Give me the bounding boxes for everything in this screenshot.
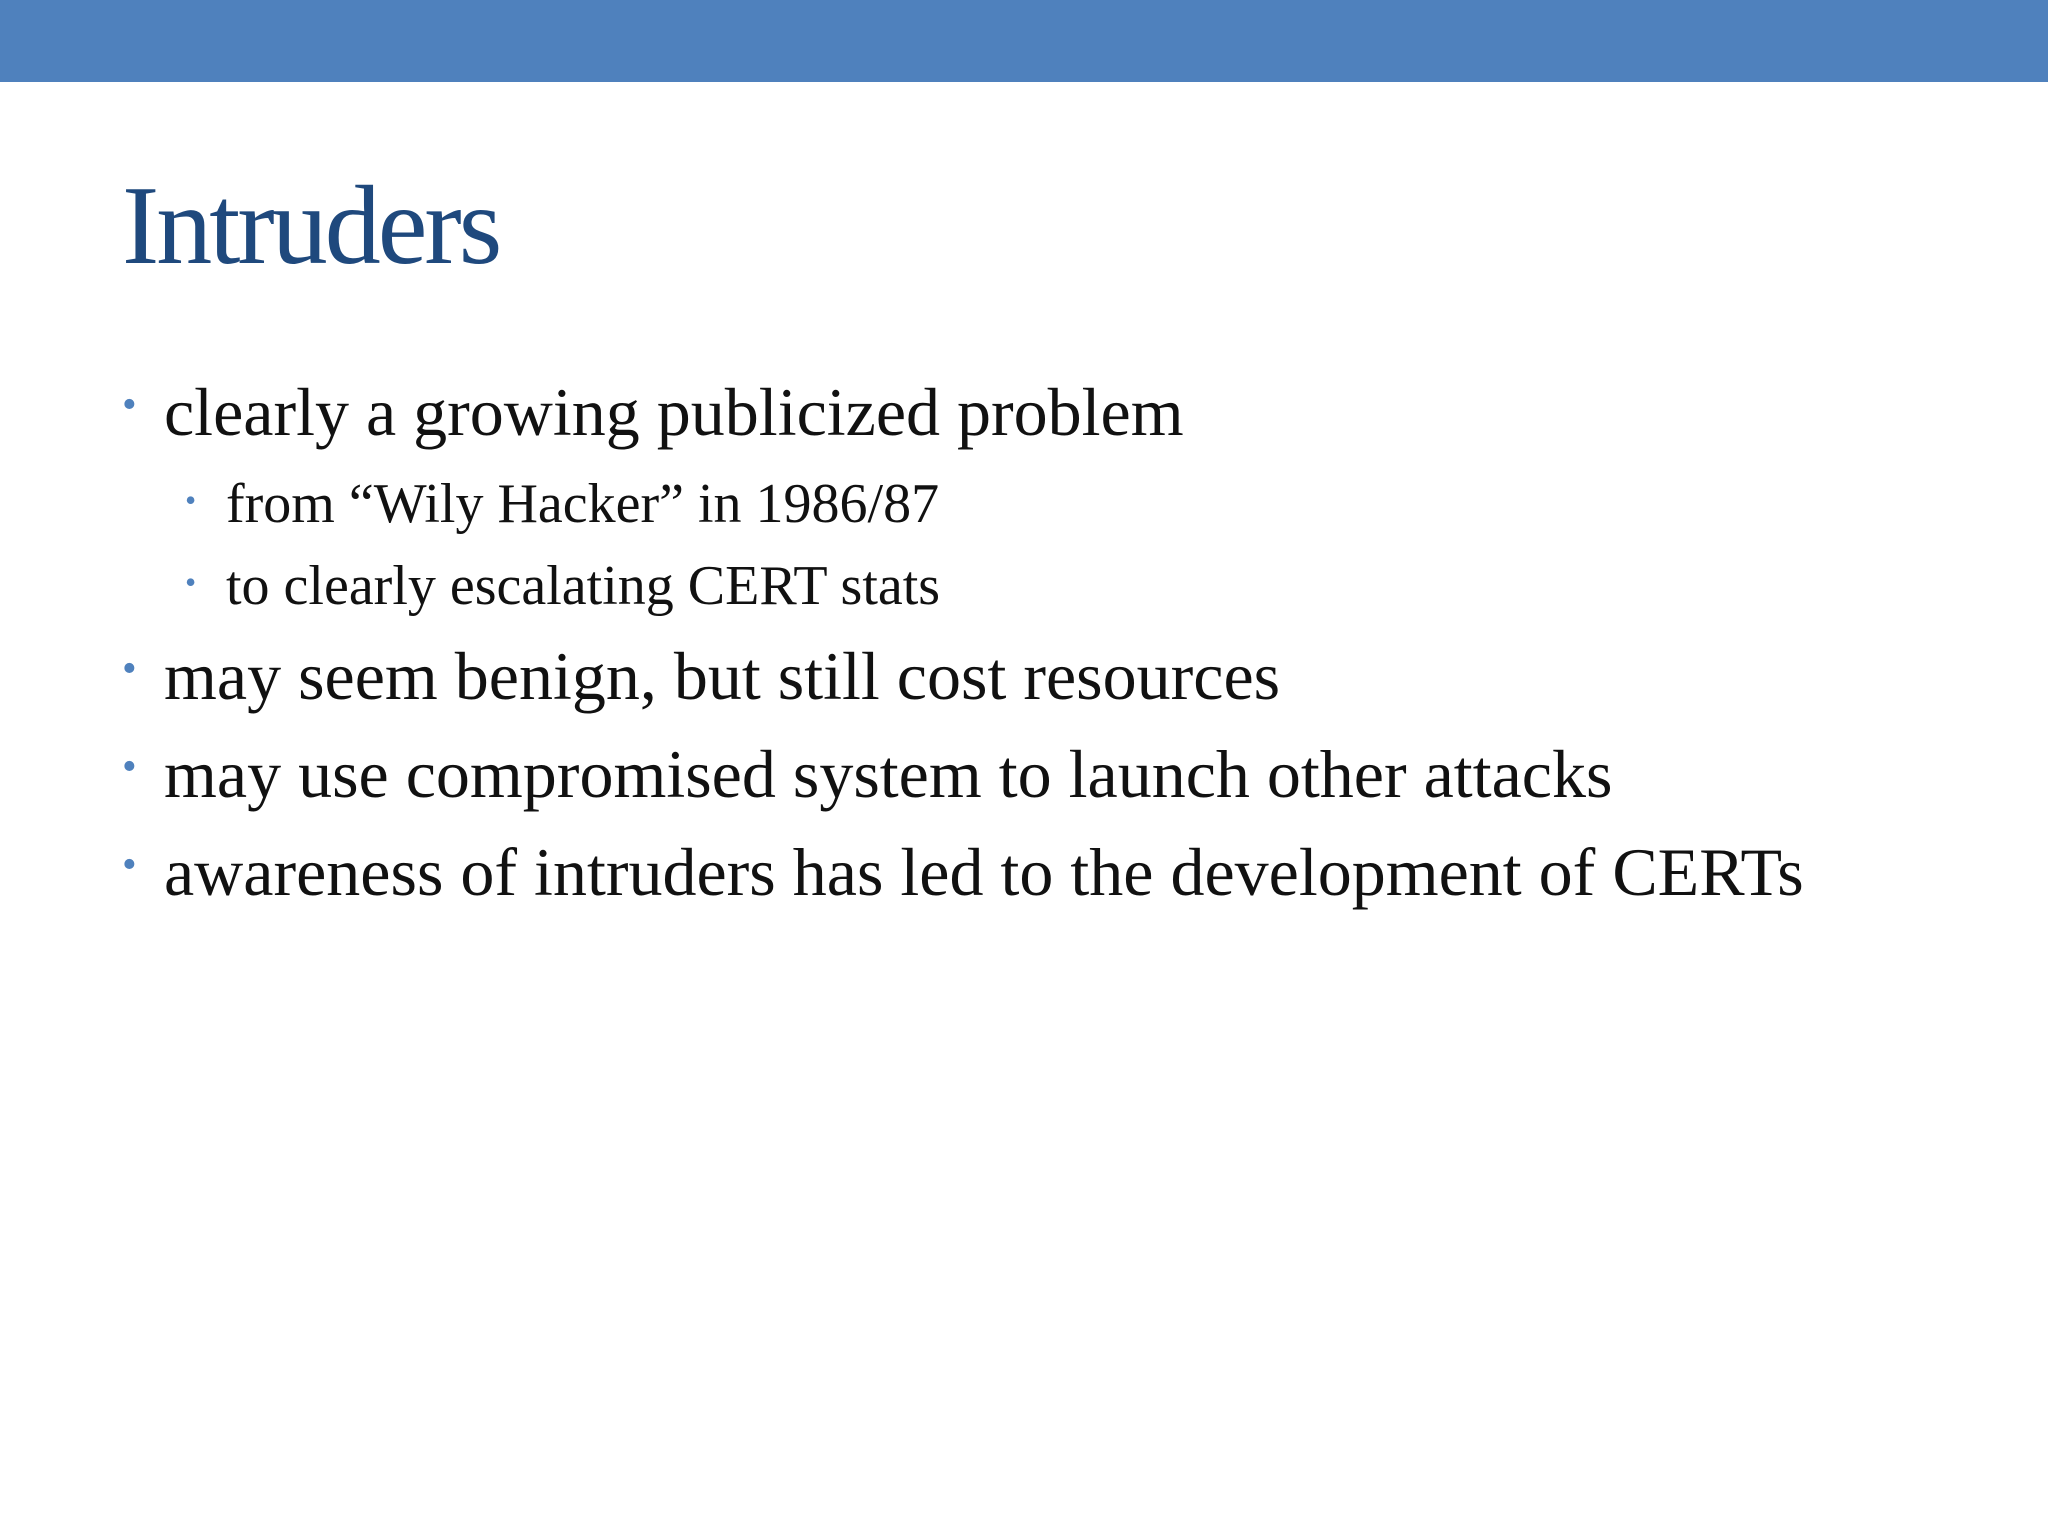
sub-bullet-marker: •	[185, 482, 197, 518]
bullet-text: awareness of intruders has led to the development of CERTs	[164, 834, 1804, 910]
bullet-marker: •	[122, 744, 137, 790]
sub-bullet-text: to clearly escalating CERT stats	[226, 555, 941, 617]
bullet-text: clearly a growing publicized problem	[164, 374, 1184, 450]
slide-title: Intruders	[122, 164, 500, 288]
sub-bullet-marker: •	[185, 564, 197, 600]
bullet-marker: •	[122, 646, 137, 692]
bullet-text: may seem benign, but still cost resources	[164, 638, 1281, 714]
sub-bullet-item	[185, 555, 941, 617]
bullet-item	[122, 374, 1184, 450]
bullet-marker: •	[122, 382, 137, 428]
bullet-item	[122, 736, 1613, 812]
bullet-text: may use compromised system to launch other attacks	[164, 736, 1613, 812]
sub-bullet-item	[185, 473, 940, 535]
bullet-item	[122, 638, 1281, 714]
bullet-marker: •	[122, 842, 137, 888]
sub-bullet-text: from “Wily Hacker” in 1986/87	[226, 473, 940, 535]
bullet-item	[122, 834, 1804, 910]
